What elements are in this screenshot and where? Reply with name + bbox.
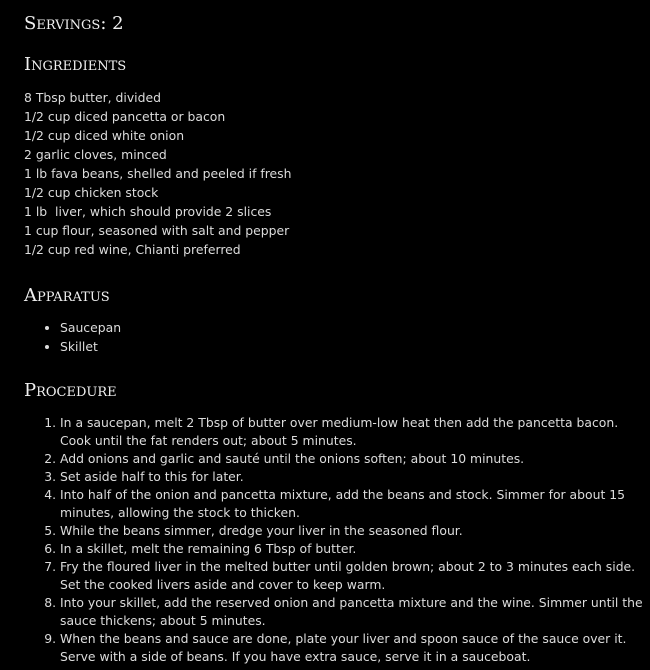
ingredient-item: 8 Tbsp butter, divided xyxy=(24,90,161,105)
ingredients-heading: Ingredients xyxy=(24,54,127,75)
ingredient-item: 1/2 cup diced pancetta or bacon xyxy=(24,109,226,124)
ingredient-item: 2 garlic cloves, minced xyxy=(24,147,167,162)
apparatus-heading: Apparatus xyxy=(24,285,110,306)
ingredient-item: 1 cup flour, seasoned with salt and pepper xyxy=(24,223,290,238)
apparatus-item: • Skillet xyxy=(60,338,121,357)
procedure-step: 1. In a saucepan, melt 2 Tbsp of butter over medium-low heat then add the pancetta bacon. Cook until the fat renders out; about 5 minutes. xyxy=(60,414,648,450)
procedure-step: 9. When the beans and sauce are done, plate your liver and spoon sauce of the sauce over it. Serve with a side of beans. If you have extra sauce, serve it in a sauceboat. xyxy=(60,630,648,666)
procedure-list xyxy=(60,414,648,666)
apparatus-item: • Saucepan xyxy=(60,319,121,338)
ingredient-item: 1/2 cup chicken stock xyxy=(24,185,159,200)
procedure-step: 4. Into half of the onion and pancetta mixture, add the beans and stock. Simmer for about 15 minutes, allowing the stock to thicken. xyxy=(60,486,648,522)
procedure-step: 5. While the beans simmer, dredge your liver in the seasoned flour. xyxy=(60,522,648,540)
ingredient-item: 1/2 cup red wine, Chianti preferred xyxy=(24,242,241,257)
apparatus-list xyxy=(60,319,121,356)
ingredient-item: 1 lb fava beans, shelled and peeled if fresh xyxy=(24,166,292,181)
ingredient-item: 1 lb liver, which should provide 2 slices xyxy=(24,204,272,219)
procedure-step: 6. In a skillet, melt the remaining 6 Tbsp of butter. xyxy=(60,540,648,558)
ingredients-list xyxy=(24,88,292,259)
procedure-heading: Procedure xyxy=(24,380,117,401)
procedure-step: 7. Fry the floured liver in the melted butter until golden brown; about 2 to 3 minutes each side. Set the cooked livers aside and cover to keep warm. xyxy=(60,558,648,594)
servings-heading: Servings: 2 xyxy=(24,13,124,34)
procedure-step: 3. Set aside half to this for later. xyxy=(60,468,648,486)
procedure-step: 8. Into your skillet, add the reserved onion and pancetta mixture and the wine. Simmer until the sauce thickens; about 5 minutes. xyxy=(60,594,648,630)
procedure-step: 2. Add onions and garlic and sauté until the onions soften; about 10 minutes. xyxy=(60,450,648,468)
ingredient-item: 1/2 cup diced white onion xyxy=(24,128,185,143)
